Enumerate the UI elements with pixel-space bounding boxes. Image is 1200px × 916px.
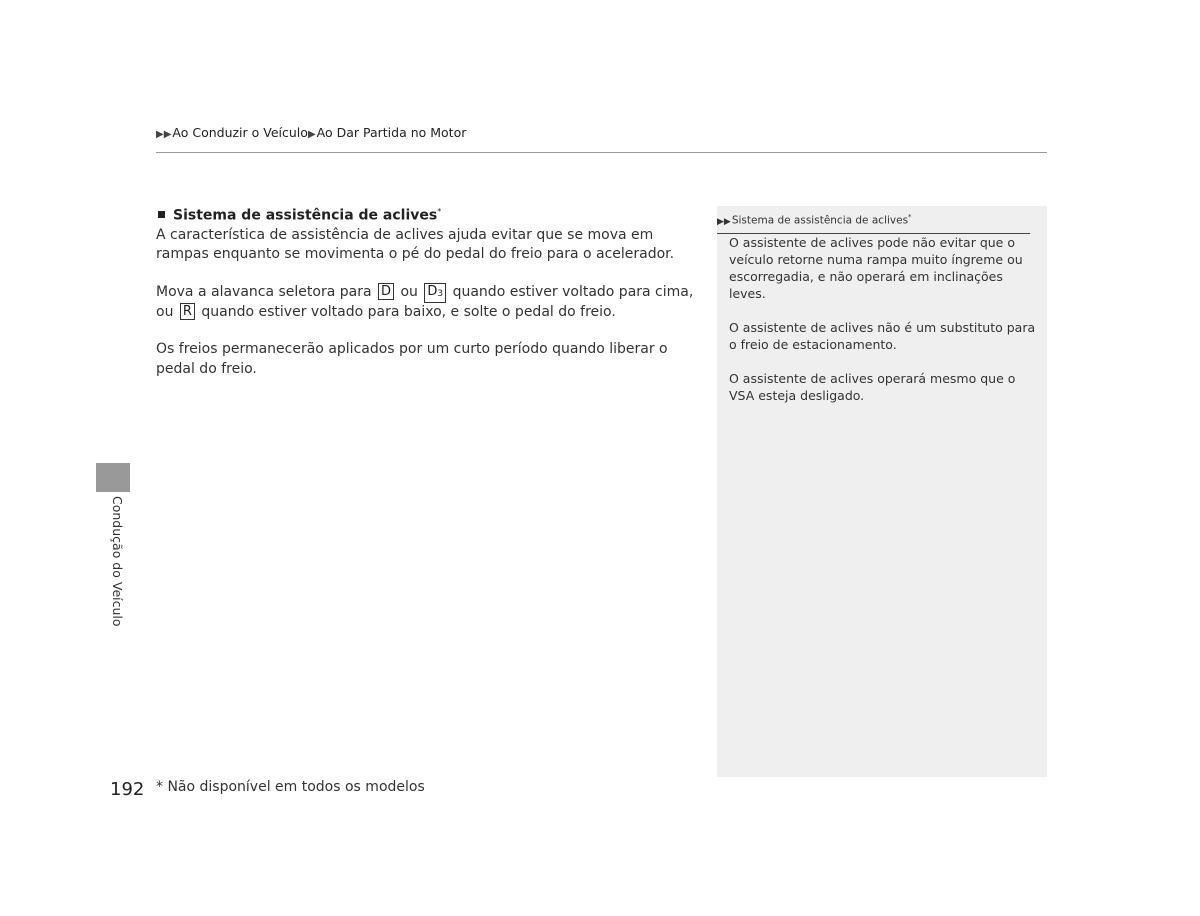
breadcrumb-item-driving[interactable]: Ao Conduzir o Veículo bbox=[172, 125, 308, 140]
chapter-tab bbox=[96, 463, 130, 492]
para2-text-b: ou bbox=[400, 283, 418, 300]
asterisk: * bbox=[437, 207, 442, 216]
sidebar-header bbox=[717, 213, 1030, 234]
sidebar-note-1: O assistente de aclives pode não evitar que o veículo retorne numa rampa muito íngreme ou escorregadia, e não operará em inclinações leves. bbox=[729, 235, 1023, 301]
gear-d3-key-icon bbox=[424, 283, 446, 303]
main-content bbox=[156, 202, 701, 397]
section-title-text: Sistema de assistência de aclives bbox=[173, 207, 438, 224]
breadcrumb bbox=[156, 125, 466, 140]
sidebar-asterisk: * bbox=[908, 213, 912, 221]
sidebar-title: Sistema de assistência de aclives bbox=[731, 214, 909, 227]
gear-d3-main: D bbox=[427, 283, 438, 299]
para2-text-d: quando estiver voltado para baixo, e solte o pedal do freio. bbox=[201, 303, 616, 320]
section-title bbox=[156, 202, 701, 226]
gear-r-key-icon: R bbox=[180, 303, 195, 320]
paragraph-2 bbox=[156, 283, 701, 323]
notes-sidebar bbox=[717, 206, 1047, 777]
sidebar-note-2: O assistente de aclives não é um substituto para o freio de estacionamento. bbox=[729, 320, 1036, 352]
para2-text-a: Mova a alavanca seletora para bbox=[156, 283, 372, 300]
breadcrumb-item-engine-start[interactable]: Ao Dar Partida no Motor bbox=[316, 125, 467, 140]
square-bullet-icon bbox=[158, 211, 165, 218]
chapter-label: Condução do Veículo bbox=[110, 496, 125, 627]
sidebar-arrow-icon: ▶▶ bbox=[717, 216, 731, 227]
paragraph-3: Os freios permanecerão aplicados por um curto período quando liberar o pedal do freio. bbox=[156, 341, 668, 377]
gear-d-key-icon: D bbox=[378, 283, 394, 300]
page-number: 192 bbox=[110, 779, 145, 800]
breadcrumb-arrow-icon: ▶ bbox=[307, 129, 316, 140]
footnote: * Não disponível em todos os modelos bbox=[156, 779, 425, 795]
gear-d3-sub: 3 bbox=[437, 288, 444, 299]
breadcrumb-arrow-icon: ▶▶ bbox=[156, 129, 172, 140]
para2-text-c: quando estiver voltado para cima, ou bbox=[156, 283, 694, 320]
sidebar-body bbox=[729, 234, 1039, 421]
sidebar-note-3: O assistente de aclives operará mesmo que o VSA esteja desligado. bbox=[729, 371, 1016, 403]
paragraph-1: A característica de assistência de aclives ajuda evitar que se mova em rampas enquanto se movimenta o pé do pedal do freio para o acelerador. bbox=[156, 226, 675, 263]
header-divider bbox=[156, 152, 1047, 153]
